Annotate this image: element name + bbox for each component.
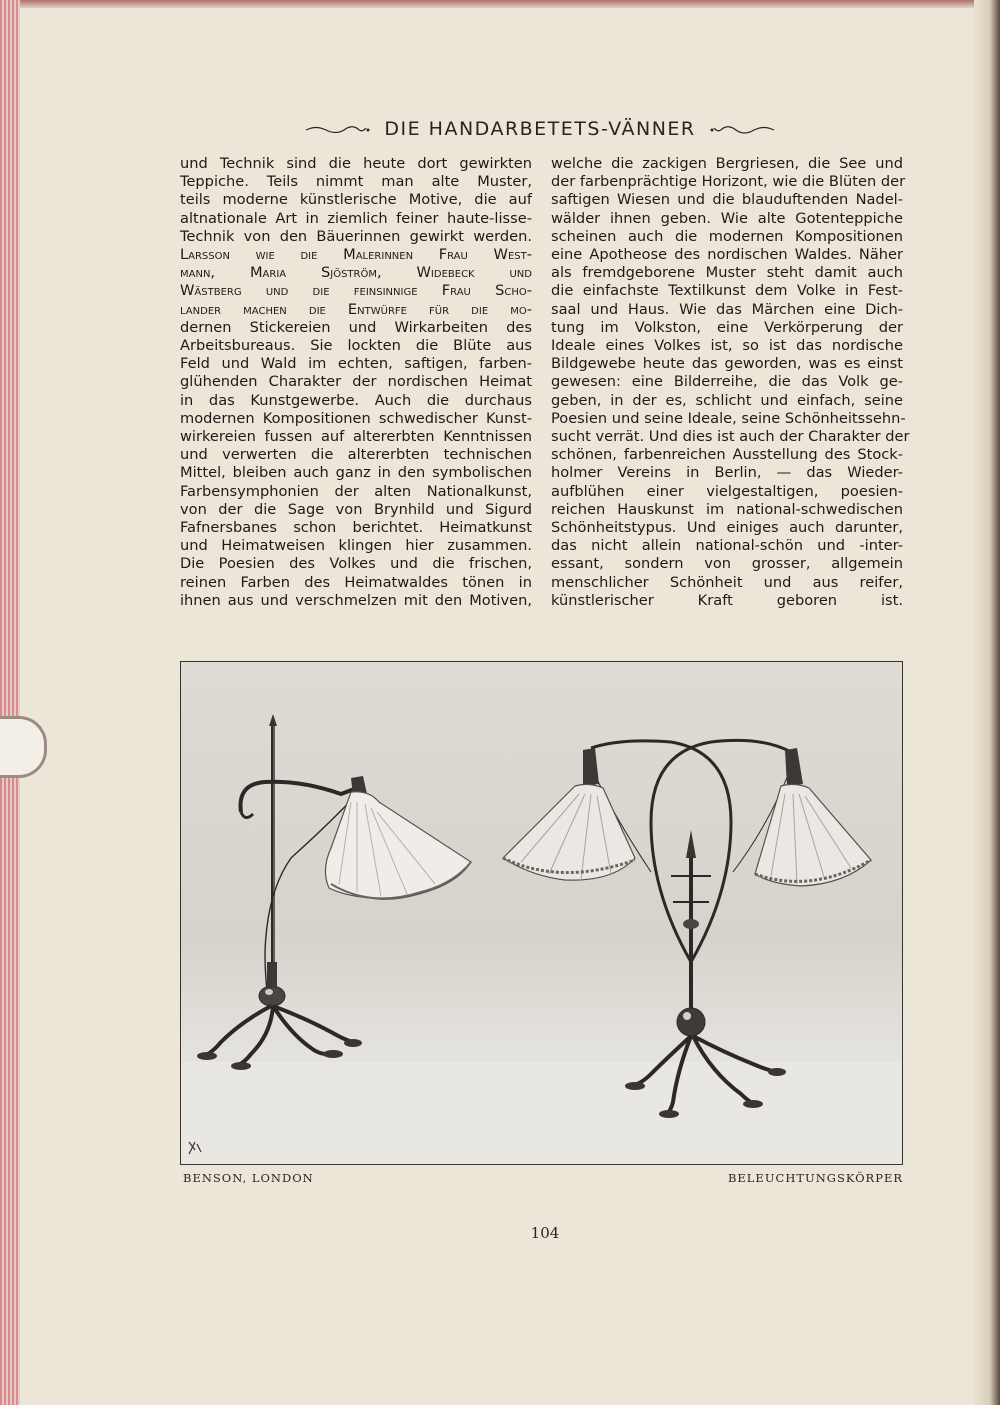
text-line: glühenden Charakter der nordischen Heimat	[180, 373, 532, 391]
text-line: künstlerischer Kraft geboren ist.	[551, 591, 903, 609]
text-line: wirkereien fussen auf altererbten Kenntnissen	[180, 428, 532, 446]
text-line: teils moderne künstlerische Motive, die auf	[180, 191, 532, 209]
lamp-shade-right-right	[755, 784, 871, 886]
text-line: aufblühen einer vielgestaltigen, poesien-	[551, 482, 903, 500]
text-line: Arbeitsbureaus. Sie lockten die Blüte aus	[180, 337, 532, 355]
text-line: und verwerten die altererbten technischen	[180, 446, 532, 464]
text-line: die einfachste Textilkunst dem Volke in Fest-	[551, 282, 903, 300]
text-line: modernen Kompositionen schwedischer Kunst-	[180, 409, 532, 427]
text-line: reichen Hauskunst im national-schwedischen	[551, 500, 903, 518]
text-line: Bildgewebe heute das geworden, was es einst	[551, 355, 903, 373]
text-line: schönen, farbenreichen Ausstellung des Stock-	[551, 446, 903, 464]
lamp-photograph	[180, 661, 903, 1165]
text-line: der farbenprächtige Horizont, wie die Blüten der	[551, 173, 906, 191]
text-line: Poesien und seine Ideale, seine Schönheitssehn-	[551, 409, 906, 427]
text-line: in das Kunstgewerbe. Auch die durchaus	[180, 391, 532, 409]
lamp-shade-left	[325, 792, 471, 900]
text-line: welche die zackigen Bergriesen, die See und	[551, 155, 903, 172]
text-line: und Heimatweisen klingen hier zusammen.	[180, 537, 532, 555]
text-line: Feld und Wald im echten, saftigen, farben-	[180, 355, 532, 373]
text-line: lander machen die Entwürfe für die mo-	[180, 300, 532, 318]
header-title: DIE HANDARBETETS-VÄNNER	[384, 118, 696, 140]
ornament-left-icon	[304, 122, 370, 136]
text-line: wälder ihnen geben. Wie alte Gotenteppiche	[551, 209, 903, 227]
text-line: und Technik sind die heute dort gewirkten	[180, 155, 532, 172]
text-line: Wästberg und die feinsinnige Frau Scho-	[180, 282, 532, 300]
lamp-shade-right-left	[503, 784, 635, 880]
text-line: Mittel, bleiben auch ganz in den symbolischen	[180, 464, 532, 482]
text-line: gewesen: eine Bilderreihe, die das Volk ge-	[551, 373, 903, 391]
caption-title: BELEUCHTUNGSKÖRPER	[727, 1171, 903, 1185]
page-clip	[0, 716, 47, 778]
text-line: saal und Haus. Wie das Märchen eine Dich-	[551, 300, 903, 318]
text-line: scheinen auch die modernen Kompositionen	[551, 227, 903, 245]
caption-credit: BENSON, LONDON	[183, 1171, 314, 1185]
text-line: dernen Stickereien und Wirkarbeiten des	[180, 318, 532, 336]
text-line: als fremdgeborene Muster steht damit auch	[551, 264, 903, 282]
text-line: Fafnersbanes schon berichtet. Heimatkunst	[180, 519, 532, 537]
text-line: holmer Vereins in Berlin, — das Wieder-	[551, 464, 903, 482]
text-line: altnationale Art in ziemlich feiner haute-lisse-	[180, 209, 532, 227]
text-line: Farbensymphonien der alten Nationalkunst,	[180, 482, 532, 500]
page-number: 104	[530, 1224, 560, 1242]
running-header	[180, 114, 900, 144]
text-line: Ideale eines Volkes ist, so ist das nordische	[551, 337, 903, 355]
text-line: eine Apotheose des nordischen Waldes. Näher	[551, 246, 903, 264]
page-edge-left	[0, 0, 20, 1405]
text-line: das nicht allein national-schön und -inter-	[551, 537, 903, 555]
text-line: von der die Sage von Brynhild und Sigurd	[180, 500, 532, 518]
text-line: reinen Farben des Heimatwaldes tönen in	[180, 573, 532, 591]
text-line: mann, Maria Sjöström, Widebeck und	[180, 264, 532, 282]
table-lamp-right	[583, 740, 803, 1118]
page-edge-top	[20, 0, 1000, 8]
text-line: Schönheitstypus. Und einiges auch darunter,	[551, 519, 903, 537]
text-line: sucht verrät. Und dies ist auch der Charakter der	[551, 428, 910, 446]
text-line: Larsson wie die Malerinnen Frau West-	[180, 246, 532, 264]
text-line: saftigen Wiesen und die blauduftenden Nadel-	[551, 191, 903, 209]
text-line: Die Poesien des Volkes und die frischen,	[180, 555, 532, 573]
page-edge-right	[974, 0, 1000, 1405]
text-line: Teppiche. Teils nimmt man alte Muster,	[180, 173, 532, 191]
text-column-left	[180, 155, 532, 610]
text-line: Technik von den Bäuerinnen gewirkt werden.	[180, 227, 532, 245]
text-column-right	[551, 155, 910, 610]
text-line: essant, sondern von grosser, allgemein	[551, 555, 903, 573]
lamps-illustration	[181, 662, 902, 1164]
text-line: ihnen aus und verschmelzen mit den Motiven,	[180, 591, 532, 609]
ornament-right-icon	[710, 122, 776, 136]
text-line: geben, in der es, schlicht und einfach, seine	[551, 391, 903, 409]
text-line: menschlicher Schönheit und aus reifer,	[551, 573, 903, 591]
text-line: tung im Volkston, eine Verkörperung der	[551, 318, 903, 336]
